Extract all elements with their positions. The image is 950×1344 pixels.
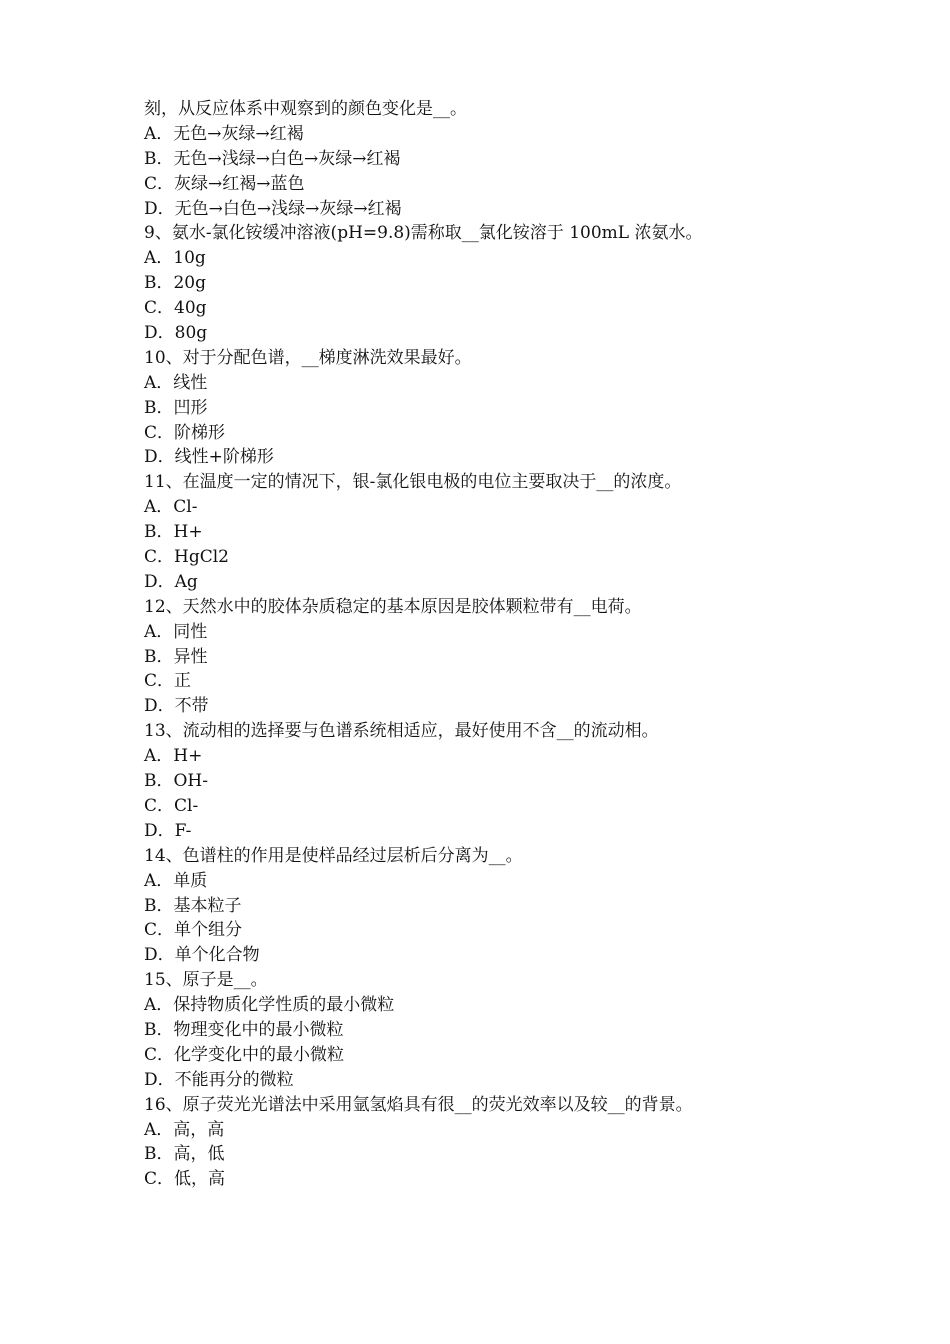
document-body: [144, 97, 864, 1192]
question-10-option-c: C．阶梯形: [144, 422, 226, 443]
question-16-option-a: A．高，高: [144, 1119, 225, 1140]
question-14-option-a: A．单质: [144, 870, 208, 891]
question-8-option-c: C．灰绿→红褐→蓝色: [144, 173, 305, 194]
question-14-option-b: B．基本粒子: [144, 895, 242, 916]
question-11-stem: 11、在温度一定的情况下，银-氯化银电极的电位主要取决于__的浓度。: [144, 472, 682, 493]
question-8-stem-continuation: 刻，从反应体系中观察到的颜色变化是__。: [144, 99, 467, 119]
question-13-stem: 13、流动相的选择要与色谱系统相适应，最好使用不含__的流动相。: [144, 721, 659, 742]
question-13-option-d: D．F-: [144, 820, 192, 841]
question-10-option-a: A．线性: [144, 372, 208, 393]
question-12-option-a: A．同性: [144, 621, 208, 642]
question-11-option-b: B．H+: [144, 522, 203, 543]
question-15-stem: 15、原子是__。: [144, 970, 268, 991]
question-12-option-c: C．正: [144, 671, 192, 692]
question-16-option-b: B．高，低: [144, 1144, 225, 1165]
question-8-option-b: B．无色→浅绿→白色→灰绿→红褐: [144, 148, 401, 169]
question-15-option-d: D．不能再分的微粒: [144, 1069, 294, 1090]
question-10-option-d: D．线性+阶梯形: [144, 447, 274, 468]
question-16-option-c: C．低，高: [144, 1169, 226, 1190]
question-14-option-d: D．单个化合物: [144, 945, 260, 966]
question-16-stem: 16、原子荧光光谱法中采用氩氢焰具有很__的荧光效率以及较__的背景。: [144, 1094, 693, 1115]
question-11-option-c: C．HgCl2: [144, 547, 229, 568]
question-11-option-d: D．Ag: [144, 571, 198, 592]
question-13-option-a: A．H+: [144, 746, 203, 767]
question-8-option-a: A．无色→灰绿→红褐: [144, 123, 304, 144]
question-11-option-a: A．Cl-: [144, 497, 198, 518]
question-15-option-c: C．化学变化中的最小微粒: [144, 1044, 345, 1065]
question-14-stem: 14、色谱柱的作用是使样品经过层析后分离为__。: [144, 845, 523, 866]
question-9-option-d: D．80g: [144, 323, 208, 344]
question-9-option-b: B．20g: [144, 273, 207, 294]
question-10-stem: 10、对于分配色谱，__梯度淋洗效果最好。: [144, 347, 472, 368]
question-10-option-b: B．凹形: [144, 397, 208, 418]
question-9-option-a: A．10g: [144, 248, 206, 269]
question-12-stem: 12、天然水中的胶体杂质稳定的基本原因是胶体颗粒带有__电荷。: [144, 596, 642, 617]
question-12-option-d: D．不带: [144, 696, 209, 717]
question-13-option-b: B．OH-: [144, 771, 208, 792]
question-9-option-c: C．40g: [144, 298, 207, 319]
question-12-option-b: B．异性: [144, 646, 208, 667]
question-13-option-c: C．Cl-: [144, 795, 199, 816]
question-8-option-d: D．无色→白色→浅绿→灰绿→红褐: [144, 198, 402, 219]
question-15-option-a: A．保持物质化学性质的最小微粒: [144, 995, 395, 1016]
question-9-stem: 9、氨水-氯化铵缓冲溶液(pH=9.8)需称取__氯化铵溶于 100mL 浓氨水。: [144, 223, 703, 244]
question-14-option-c: C．单个组分: [144, 920, 243, 941]
question-15-option-b: B．物理变化中的最小微粒: [144, 1019, 344, 1040]
